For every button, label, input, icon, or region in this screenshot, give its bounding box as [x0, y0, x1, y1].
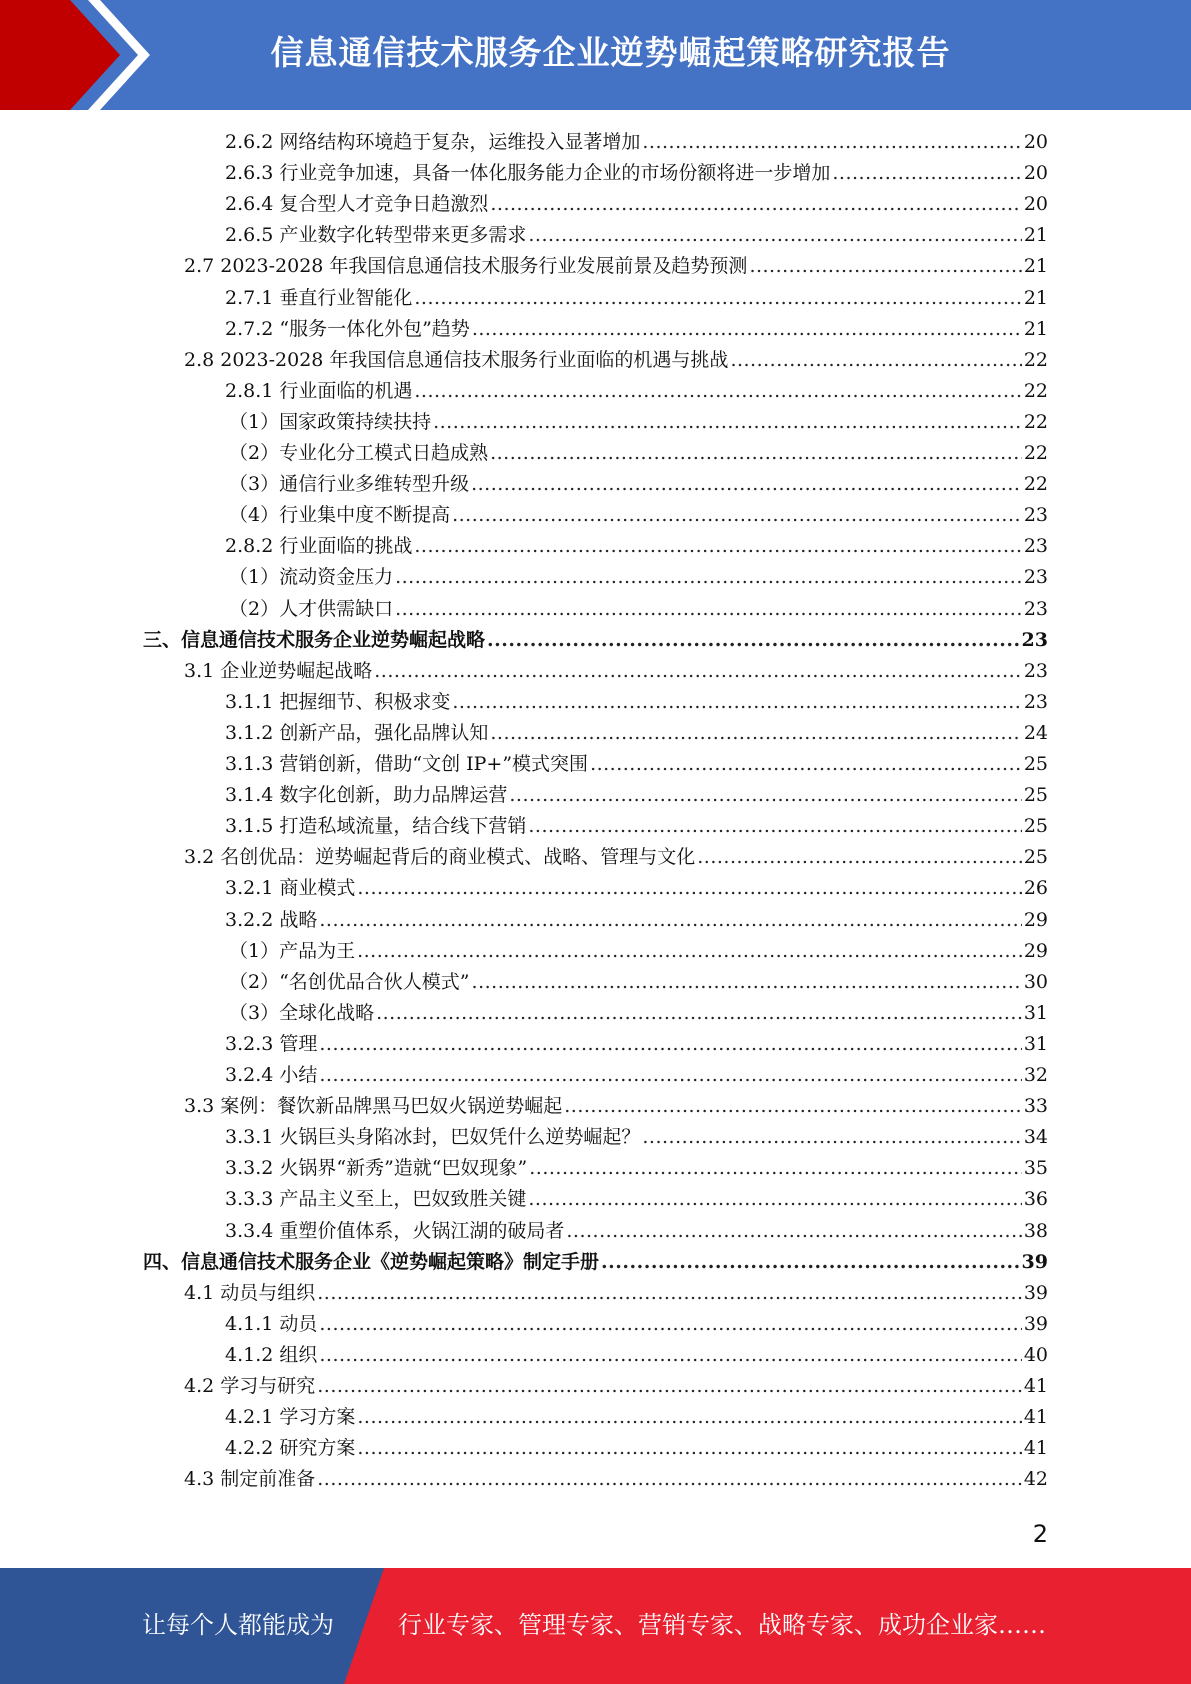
toc-entry[interactable]: [184, 656, 1048, 687]
toc-entry[interactable]: [225, 780, 1048, 811]
toc-entry-page: 31: [1023, 1032, 1048, 1055]
toc-entry[interactable]: [225, 376, 1048, 407]
toc-dot-leader: [433, 407, 1022, 438]
toc-entry-page: 20: [1023, 131, 1048, 153]
toc-dot-leader: [319, 1029, 1021, 1060]
toc-dot-leader: [452, 500, 1022, 531]
toc-dot-leader: [317, 1464, 1022, 1495]
toc-dot-leader: [414, 531, 1021, 562]
toc-dot-leader: [566, 1216, 1021, 1247]
toc-entry-page: 39: [1023, 1281, 1048, 1304]
toc-dot-leader: [490, 189, 1021, 220]
toc-entry-page: 22: [1023, 473, 1048, 496]
toc-dot-leader: [395, 594, 1022, 625]
toc-entry[interactable]: [225, 1122, 1048, 1153]
toc-entry-page: 23: [1023, 690, 1048, 713]
toc-entry[interactable]: [229, 562, 1048, 593]
toc-entry[interactable]: [225, 127, 1048, 158]
toc-dot-leader: [472, 314, 1022, 345]
toc-dot-leader: [832, 158, 1021, 189]
toc-entry[interactable]: [225, 283, 1048, 314]
toc-entry[interactable]: [225, 749, 1048, 780]
toc-entry-page: 41: [1023, 1406, 1048, 1429]
toc-dot-leader: [528, 811, 1021, 842]
toc-entry-page: 41: [1023, 1437, 1048, 1460]
toc-entry-page: 24: [1023, 721, 1048, 744]
toc-entry-page: 23: [1021, 628, 1048, 651]
toc-entry-page: 23: [1023, 659, 1048, 682]
toc-entry-title: 3.3.2 火锅界“新秀”造就“巴奴现象”: [225, 1157, 528, 1180]
toc-entry-page: 23: [1023, 535, 1048, 558]
toc-dot-leader: [490, 438, 1022, 469]
toc-entry-title: 4.2.2 研究方案: [225, 1437, 356, 1460]
toc-dot-leader: [317, 1371, 1022, 1402]
toc-entry-page: 25: [1023, 846, 1048, 869]
toc-entry-title: （4）行业集中度不断提高: [229, 504, 451, 527]
footer-slogan-right: 行业专家、管理专家、营销专家、战略专家、成功企业家……: [398, 1611, 1046, 1639]
toc-entry-title: 3.1.4 数字化创新，助力品牌运营: [225, 784, 508, 807]
toc-entry-title: 2.7.1 垂直行业智能化: [225, 286, 413, 309]
toc-entry-title: 2.6.4 复合型人才竞争日趋激烈: [225, 193, 489, 216]
toc-entry[interactable]: [225, 1309, 1048, 1340]
toc-dot-leader: [528, 220, 1021, 251]
toc-dot-leader: [564, 1091, 1022, 1122]
toc-entry[interactable]: [225, 220, 1048, 251]
toc-dot-leader: [529, 1153, 1022, 1184]
toc-entry-page: 36: [1023, 1188, 1048, 1211]
toc-entry-page: 25: [1023, 784, 1048, 807]
toc-dot-leader: [642, 1122, 1021, 1153]
toc-entry[interactable]: [225, 1060, 1048, 1091]
toc-entry-page: 33: [1023, 1095, 1048, 1118]
toc-dot-leader: [319, 1340, 1021, 1371]
toc-entry-page: 25: [1023, 753, 1048, 775]
footer-slogan-left: 让每个人都能成为: [142, 1611, 334, 1639]
toc-dot-leader: [319, 1309, 1021, 1340]
toc-entry-title: 3.1.5 打造私域流量，结合线下营销: [225, 815, 527, 838]
toc-entry-page: 20: [1023, 193, 1048, 216]
toc-entry[interactable]: [225, 314, 1048, 345]
toc-entry-title: （3）全球化战略: [229, 1001, 375, 1024]
toc-entry-title: 2.8.2 行业面临的挑战: [225, 535, 413, 558]
toc-entry[interactable]: [225, 1402, 1048, 1433]
toc-entry-title: 3.1.3 营销创新，借助“文创 IP+”模式突围: [225, 753, 589, 775]
toc-entry-page: 21: [1023, 255, 1048, 278]
toc-dot-leader: [490, 718, 1021, 749]
toc-entry-page: 25: [1023, 815, 1048, 838]
toc-entry-title: 四、信息通信技术服务企业《逆势崛起策略》制定手册: [143, 1250, 600, 1273]
toc-entry[interactable]: [143, 1247, 1048, 1278]
toc-entry[interactable]: [225, 1029, 1048, 1060]
toc-entry-page: 39: [1021, 1250, 1048, 1273]
toc-entry-title: 4.2.1 学习方案: [225, 1406, 356, 1429]
toc-entry[interactable]: [184, 1091, 1048, 1122]
page-header: [0, 0, 1191, 110]
toc-entry[interactable]: [225, 531, 1048, 562]
toc-entry[interactable]: [229, 998, 1048, 1029]
toc-dot-leader: [376, 998, 1022, 1029]
toc-entry-title: 2.6.2 网络结构环境趋于复杂，运维投入显著增加: [225, 131, 641, 153]
toc-dot-leader: [452, 687, 1021, 718]
toc-entry-title: 3.2.3 管理: [225, 1032, 318, 1055]
toc-entry[interactable]: [229, 936, 1048, 967]
toc-entry[interactable]: [184, 842, 1048, 873]
page-number: 2: [1032, 1520, 1048, 1548]
toc-entry-title: （3）通信行业多维转型升级: [229, 473, 470, 496]
report-title: 信息通信技术服务企业逆势崛起策略研究报告: [270, 33, 951, 72]
toc-entry-page: 39: [1023, 1312, 1048, 1335]
toc-entry[interactable]: [225, 687, 1048, 718]
toc-entry-page: 42: [1023, 1468, 1048, 1491]
toc-entry-page: 21: [1023, 317, 1048, 340]
toc-entry-page: 22: [1023, 410, 1048, 433]
toc-entry-title: 3.2 名创优品：逆势崛起背后的商业模式、战略、管理与文化: [184, 846, 696, 869]
toc-entry[interactable]: [229, 594, 1048, 625]
toc-entry[interactable]: [225, 1216, 1048, 1247]
toc-dot-leader: [357, 873, 1021, 904]
toc-entry[interactable]: [184, 345, 1048, 376]
toc-entry-title: 4.2 学习与研究: [184, 1375, 316, 1397]
toc-entry-page: 30: [1023, 970, 1048, 993]
toc-entry-page: 26: [1023, 877, 1048, 900]
toc-dot-leader: [472, 967, 1022, 998]
toc-dot-leader: [642, 127, 1021, 158]
toc-entry-title: （1）流动资金压力: [229, 566, 394, 589]
toc-dot-leader: [528, 1184, 1021, 1215]
toc-entry[interactable]: [184, 1278, 1048, 1309]
toc-entry-title: （1）国家政策持续扶持: [229, 410, 432, 433]
toc-entry-title: 2.6.5 产业数字化转型带来更多需求: [225, 224, 527, 247]
toc-entry[interactable]: [225, 158, 1048, 189]
toc-entry-page: 21: [1023, 224, 1048, 247]
toc-entry-title: 3.1 企业逆势崛起战略: [184, 659, 373, 682]
toc-entry[interactable]: [184, 1371, 1048, 1402]
toc-entry-title: 2.8.1 行业面临的机遇: [225, 379, 413, 402]
toc-entry[interactable]: [229, 469, 1048, 500]
toc-entry-title: 2.7.2 “服务一体化外包”趋势: [225, 317, 470, 340]
toc-entry[interactable]: [225, 1340, 1048, 1371]
toc-entry-page: 38: [1023, 1219, 1048, 1242]
toc-entry[interactable]: [184, 251, 1048, 282]
toc-entry[interactable]: [229, 500, 1048, 531]
toc-entry-title: （2）人才供需缺口: [229, 597, 394, 620]
toc-entry-title: 三、信息通信技术服务企业逆势崛起战略: [143, 628, 486, 651]
toc-entry[interactable]: [225, 811, 1048, 842]
toc-entry-page: 23: [1023, 566, 1048, 589]
toc-dot-leader: [357, 1433, 1021, 1464]
toc-entry-page: 31: [1023, 1001, 1048, 1024]
toc-dot-leader: [357, 1402, 1021, 1433]
toc-entry[interactable]: [184, 1464, 1048, 1495]
toc-entry-page: 23: [1023, 504, 1048, 527]
toc-entry-title: 3.1.1 把握细节、积极求变: [225, 690, 451, 713]
toc-dot-leader: [319, 1060, 1021, 1091]
toc-entry-page: 29: [1023, 908, 1048, 931]
toc-entry-title: 3.3.1 火锅巨头身陷冰封，巴奴凭什么逆势崛起？: [225, 1126, 641, 1149]
toc-entry-title: 3.2.4 小结: [225, 1064, 318, 1086]
toc-entry[interactable]: [225, 718, 1048, 749]
toc-entry-page: 20: [1023, 162, 1048, 185]
toc-dot-leader: [317, 1278, 1022, 1309]
toc-entry-title: 3.3 案例：餐饮新品牌黑马巴奴火锅逆势崛起: [184, 1095, 563, 1118]
toc-dot-leader: [730, 345, 1021, 376]
toc-entry-title: 4.1 动员与组织: [184, 1281, 316, 1304]
page-footer: [0, 1568, 1191, 1684]
toc-dot-leader: [414, 376, 1021, 407]
toc-dot-leader: [749, 251, 1021, 282]
toc-entry-title: 4.1.2 组织: [225, 1343, 318, 1366]
toc-entry-title: 2.8 2023-2028 年我国信息通信技术服务行业面临的机遇与挑战: [184, 348, 729, 371]
toc-dot-leader: [590, 749, 1022, 780]
toc-dot-leader: [697, 842, 1022, 873]
toc-entry[interactable]: [225, 905, 1048, 936]
toc-entry-page: 34: [1023, 1126, 1048, 1149]
toc-entry-page: 32: [1023, 1064, 1048, 1086]
toc-entry-title: （2）“名创优品合伙人模式”: [229, 970, 470, 993]
toc-entry-title: 2.6.3 行业竞争加速，具备一体化服务能力企业的市场份额将进一步增加: [225, 162, 831, 185]
toc-entry-title: （2）专业化分工模式日趋成熟: [229, 442, 489, 464]
toc-entry-title: 3.2.1 商业模式: [225, 877, 356, 900]
toc-dot-leader: [509, 780, 1021, 811]
toc-entry-title: 3.1.2 创新产品，强化品牌认知: [225, 721, 489, 744]
toc-dot-leader: [471, 469, 1022, 500]
toc-dot-leader: [487, 625, 1020, 656]
toc-entry-page: 29: [1023, 939, 1048, 962]
toc-entry-title: （1）产品为王: [229, 939, 356, 962]
toc-entry-page: 23: [1023, 597, 1048, 620]
toc-entry-title: 3.3.4 重塑价值体系，火锅江湖的破局者: [225, 1219, 565, 1242]
toc-entry-page: 35: [1023, 1157, 1048, 1180]
toc-dot-leader: [601, 1247, 1020, 1278]
toc-dot-leader: [414, 283, 1021, 314]
toc-entry[interactable]: [225, 1433, 1048, 1464]
toc-entry-page: 22: [1023, 442, 1048, 464]
toc-entry[interactable]: [143, 625, 1048, 656]
toc-entry[interactable]: [225, 1184, 1048, 1215]
toc-dot-leader: [319, 905, 1021, 936]
toc-entry[interactable]: [229, 438, 1048, 469]
toc-entry-page: 21: [1023, 286, 1048, 309]
toc-dot-leader: [395, 562, 1022, 593]
toc-entry-title: 4.3 制定前准备: [184, 1468, 316, 1491]
toc-dot-leader: [374, 656, 1022, 687]
toc-entry[interactable]: [225, 873, 1048, 904]
toc-entry[interactable]: [229, 967, 1048, 998]
toc-entry[interactable]: [225, 189, 1048, 220]
toc-entry-title: 2.7 2023-2028 年我国信息通信技术服务行业发展前景及趋势预测: [184, 255, 748, 278]
toc-dot-leader: [357, 936, 1022, 967]
toc-entry-page: 40: [1023, 1343, 1048, 1366]
toc-entry-page: 22: [1023, 348, 1048, 371]
toc-entry-title: 4.1.1 动员: [225, 1312, 318, 1335]
toc-entry[interactable]: [229, 407, 1048, 438]
toc-entry-page: 22: [1023, 379, 1048, 402]
toc-entry-page: 41: [1023, 1375, 1048, 1397]
toc-entry[interactable]: [225, 1153, 1048, 1184]
toc-entry-title: 3.2.2 战略: [225, 908, 318, 931]
toc-entry-title: 3.3.3 产品主义至上，巴奴致胜关键: [225, 1188, 527, 1211]
